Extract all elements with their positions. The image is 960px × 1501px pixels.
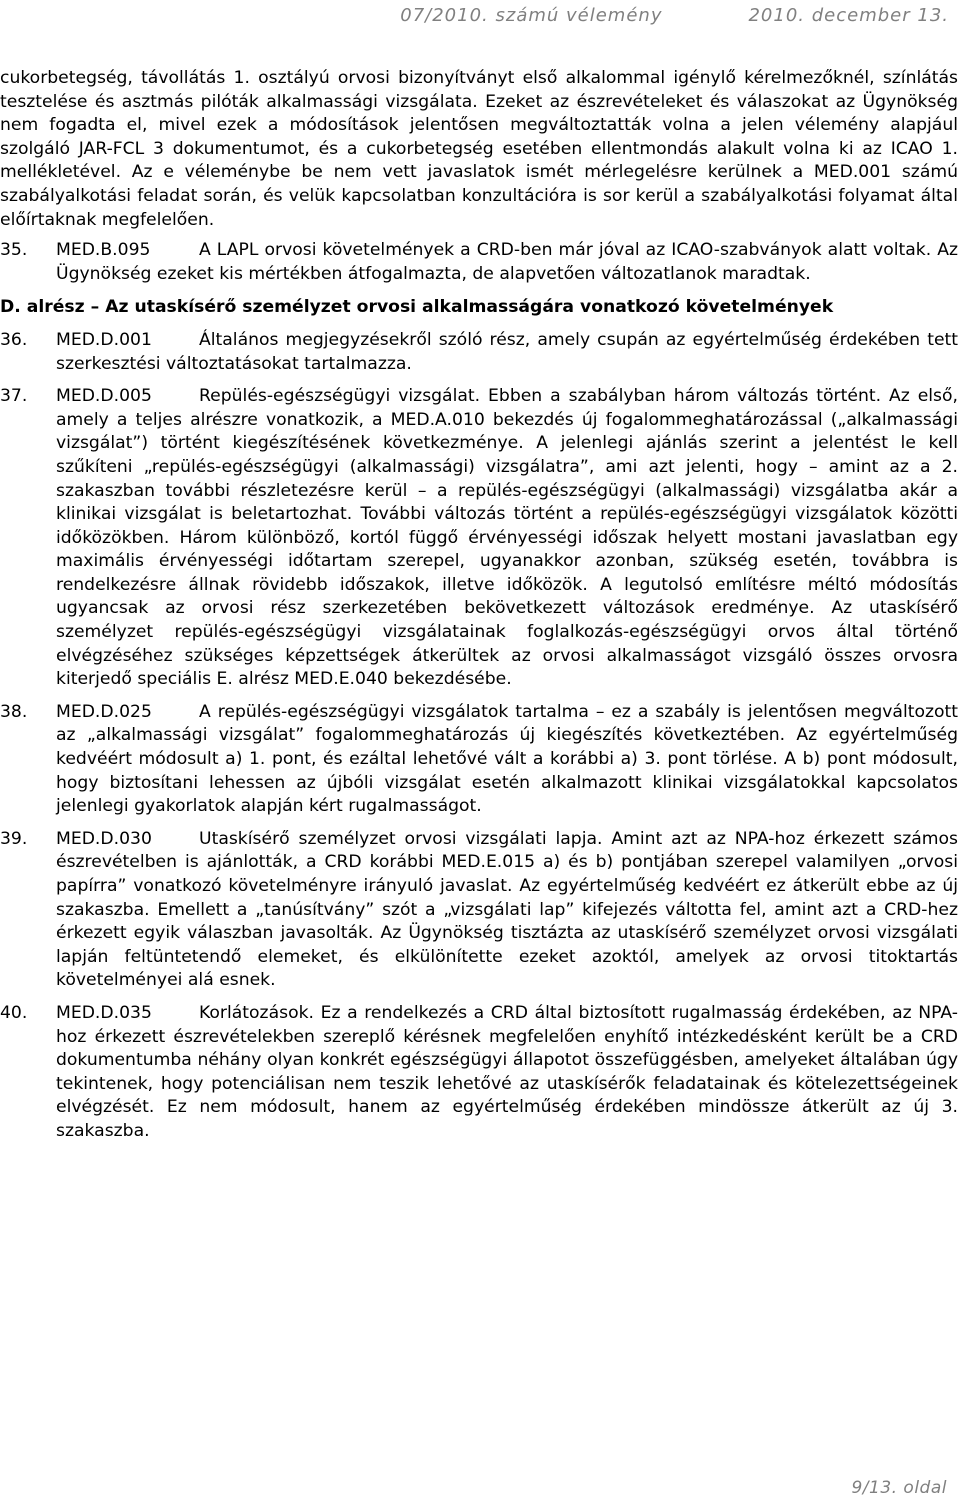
item-number: 39. (0, 828, 28, 849)
item-body (56, 239, 958, 286)
item-number: 40. (0, 1002, 28, 1023)
item-number: 37. (0, 386, 28, 407)
item-body (56, 1002, 958, 1144)
item-code: MED.D.025 (56, 701, 152, 722)
document-id: 07/2010. számú vélemény (400, 5, 663, 26)
item-number: 38. (0, 701, 28, 722)
item-code: MED.D.005 (56, 386, 152, 407)
item-code: MED.B.095 (56, 240, 151, 261)
list-item-36 (0, 329, 958, 376)
page-number: 9/13. oldal (851, 1478, 947, 1499)
item-number: 35. (0, 240, 28, 261)
item-text: Korlátozások. Ez a rendelkezés a CRD által biztosított rugalmasság érdekében, az NPA-hoz érkezett észrevételekben szereplő kérésnek megfelelően enyhítő intézkedésként került be a CRD dokumentumba néhány olyan konkrét egészségügyi állapotot összefüggésben, amelyeket általában úgy tekintenek, hogy potenciálisan nem teszik lehetővé az utaskísérők feladatainak és kötelezettségeinek elvégzését. Ez nem módosult, hanem az egyértelműség érdekében mindössze átkerült az új 3. szakaszba. (56, 1002, 958, 1141)
document-date: 2010. december 13. (748, 5, 949, 26)
list-item-35 (0, 239, 958, 286)
intro-paragraph: cukorbetegség, távollátás 1. osztályú orvosi bizonyítványt első alkalommal igénylő kérelmezőknél, színlátás tesztelése és asztmás pilóták alkalmassági vizsgálata. Ezeket az észrevételeket és válaszokat az Ügynökség nem fogadta el, mivel ezek a módosítások jelentősen megváltoztatták volna a jelen vélemény alapjául szolgáló JAR-FCL 3 dokumentumot, és a cukorbetegség esetében ellentmondás alakult volna ki az ICAO 1. mellékletével. Az e véleménybe be nem vett javaslatok ismét mérlegelésre kerülnek a MED.001 számú szabályalkotási feladat során, és velük kapcsolatban konzultációra is sor kerül a szabályalkotási folyamat által előírtaknak megfelelően. (0, 68, 958, 230)
item-text: A repülés-egészségügyi vizsgálatok tartalma – ez a szabály is jelentősen megváltozott az „alkalmassági vizsgálat” fogalommeghatározás új kiegészítés következtében. Az egyértelműség kedvéért módosult a) 1. pont, és ezáltal lehetővé vált a korábbi a) 3. pont törlése. A b) pont módosult, hogy biztosítani lehessen az újbóli vizsgálat esetén alkalmazott klinikai vizsgálatokkal kapcsolatos jelenlegi gyakorlatok alapján kért rugalmasságot. (56, 701, 958, 817)
item-text: Utaskísérő személyzet orvosi vizsgálati lapja. Amint azt az NPA-hoz érkezett számos észrevételben is ajánlották, a CRD korábbi MED.E.015 a) és b) pontjában szerepel valamilyen „orvosi papírra” vonatkozó követelményre irányuló javaslat. Az egyértelműség kedvéért ez átkerült ebbe az új szakaszba. Emellett a „tanúsítvány” szót a „vizsgálati lap” kifejezés váltotta fel, amint azt a CRD-hez érkezett egyik válaszban javasolták. Az Ügynökség tisztázta az utaskísérő személyzet orvosi vizsgálati lapján feltüntetendő elemeket, és elkülönítette ezeket azoktól, amelyek az orvosi titoktartás követelményei alá esnek. (56, 828, 958, 991)
item-code: MED.D.035 (56, 1002, 152, 1023)
item-body (56, 385, 958, 692)
item-body (56, 701, 958, 819)
item-text: Általános megjegyzésekről szóló rész, amely csupán az egyértelműség érdekében tett szerkesztési változtatásokat tartalmazza. (56, 329, 958, 374)
item-text: Repülés-egészségügyi vizsgálat. Ebben a szabályban három változás történt. Az első, amely a teljes alrészre vonatkozik, a MED.A.010 bekezdés új fogalommeghatározással („alkalmassági vizsgálat”) történt kiegészítésének következménye. A jelenlegi ajánlás szerint a jelentést le kell szűkíteni „repülés-egészségügyi (alkalmassági) vizsgálatra”, ami azt jelenti, hogy – amint az a 2. szakaszban további részletezésre kerül – a repülés-egészségügyi (alkalmassági) vizsgálatba akár a klinikai vizsgálat is beletartozhat. További változás történt a repülés-egészségügyi vizsgálatok közötti időközökben. Három különböző, kortól függő érvényességi időszak helyett mostani javaslatban egy maximális érvényességi időtartam szerepel, ugyanakkor azonban, szükség esetén, továbbra is rendelkezésre állnak rövidebb időszakok, illetve időközök. A legutolsó említésre méltó módosítás ugyancsak az orvosi rész szerkezetében bekövetkezett változások eredménye. Az utaskísérő személyzet repülés-egészségügyi vizsgálatainak foglalkozás-egészségügyi orvos által történő elvégzéséhez szükséges képzettségek átkerültek az orvosi alkalmasságot vizsgáló összes orvosra kiterjedő speciális E. alrész MED.E.040 bekezdésébe. (56, 386, 958, 690)
document-body (0, 67, 958, 1153)
list-item-37 (0, 385, 958, 692)
list-item-39 (0, 828, 958, 993)
list-item-38 (0, 701, 958, 819)
item-body (56, 329, 958, 376)
item-text: A LAPL orvosi követelmények a CRD-ben már jóval az ICAO-szabványok alatt voltak. Az Ügynökség ezeket kis mértékben átfogalmazta, de alapvetően változatlanok maradtak. (56, 240, 958, 284)
item-body (56, 828, 958, 993)
item-code: MED.D.030 (56, 828, 152, 849)
list-item-40 (0, 1002, 958, 1144)
item-code: MED.D.001 (56, 329, 152, 350)
section-heading: D. alrész – Az utaskísérő személyzet orvosi alkalmasságára vonatkozó követelmények (0, 297, 834, 318)
item-number: 36. (0, 329, 28, 350)
page-header (400, 4, 949, 28)
